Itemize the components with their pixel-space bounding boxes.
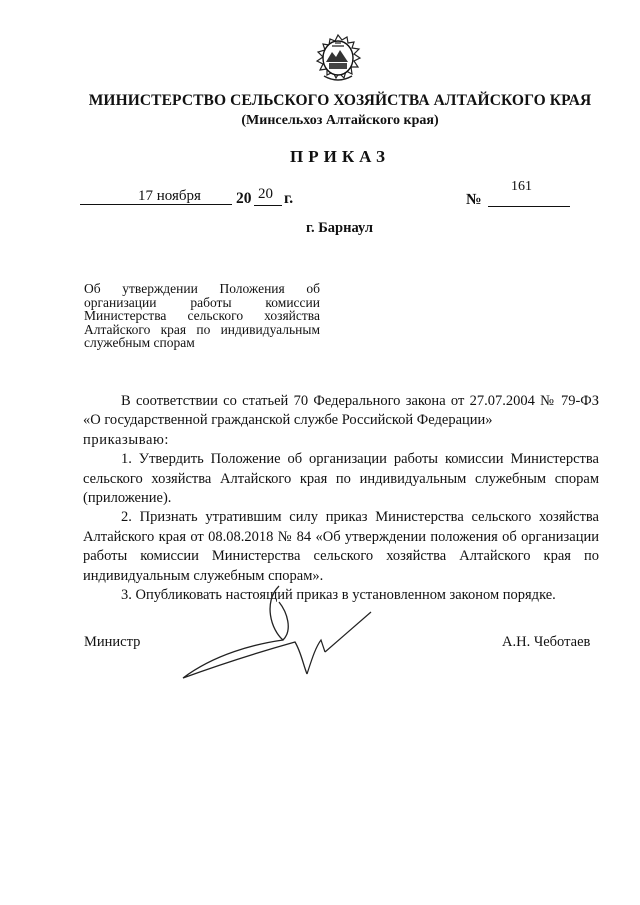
year-underline [254, 205, 282, 206]
order-item-2: 2. Признать утратившим силу приказ Министерства сельского хозяйства Алтайского края от 08.08.2018 № 84 «Об утверждении положения об организации работы комиссии Министерства сельского хозяйства Алтайского края по индивидуальным служебным спорам». [83, 509, 599, 584]
document-title: ПРИКАЗ [290, 147, 390, 166]
preamble-paragraph: В соответствии со статьей 70 Федерального закона от 27.07.2004 № 79-ФЗ «О государственной гражданской службе Российской Федерации» [83, 393, 599, 429]
order-number-label: № [466, 191, 482, 208]
ministry-name: МИНИСТЕРСТВО СЕЛЬСКОГО ХОЗЯЙСТВА АЛТАЙСКОГО КРАЯ [88, 92, 592, 109]
order-body [83, 392, 599, 605]
signatory-role: Министр [84, 634, 141, 650]
order-subject: Об утверждении Положения об организации работы комиссии Министерства сельского хозяйства Алтайского края по индивидуальным служебным спорам [84, 281, 320, 351]
order-year-prefix: 20 [236, 190, 252, 207]
ministry-short-name: (Минсельхоз Алтайского края) [241, 113, 439, 128]
order-number: 161 [511, 179, 532, 194]
number-underline [488, 206, 570, 207]
order-item-3: 3. Опубликовать настоящий приказ в установленном законом порядке. [121, 587, 556, 604]
order-item-1: 1. Утвердить Положение об организации работы комиссии Министерства сельского хозяйства Алтайского края по индивидуальным служебным спорам (приложение). [83, 451, 599, 507]
handwritten-signature-icon [175, 582, 385, 697]
order-year-suffix: г. [284, 190, 294, 207]
coat-of-arms-icon [302, 32, 374, 86]
directive-text: приказываю: [83, 431, 170, 448]
order-date-day: 17 ноября [138, 188, 201, 204]
order-city: г. Барнаул [306, 220, 373, 236]
signatory-name: А.Н. Чеботаев [502, 634, 591, 650]
order-year-value: 20 [258, 186, 273, 202]
